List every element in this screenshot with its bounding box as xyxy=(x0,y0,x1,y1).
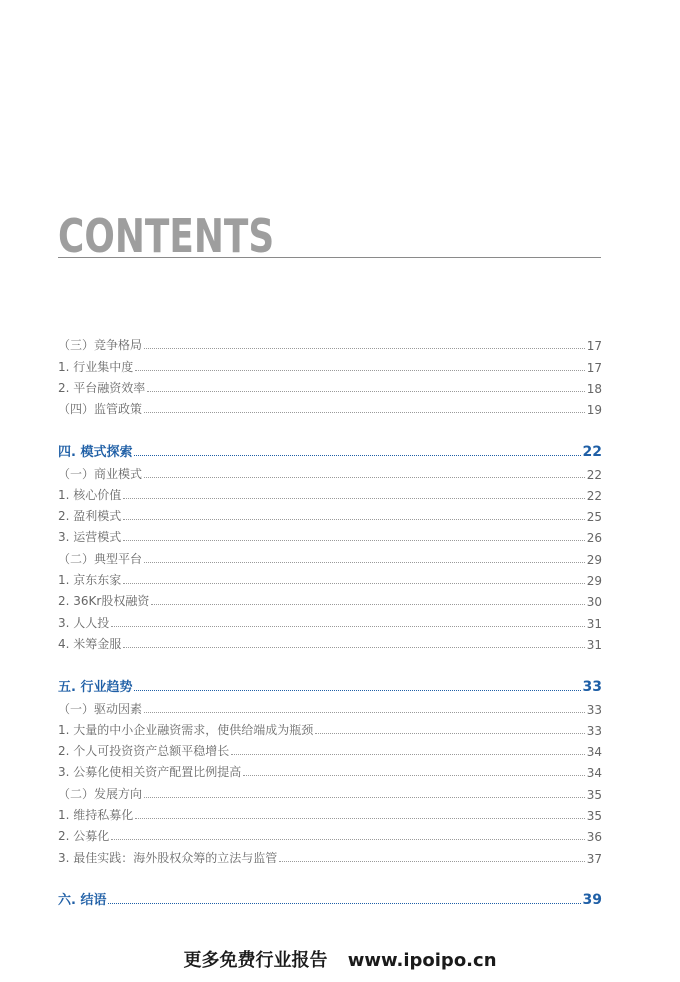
toc-label: 3. 公募化使相关资产配置比例提高 xyxy=(58,765,242,780)
dot-leader xyxy=(135,818,584,819)
dot-leader xyxy=(134,690,580,691)
toc-page-number: 19 xyxy=(586,403,602,418)
dot-leader xyxy=(123,647,584,648)
toc-page-number: 37 xyxy=(586,851,602,866)
toc-page-number: 35 xyxy=(586,787,602,802)
toc-page-number: 39 xyxy=(582,892,602,909)
toc-label: 2. 36Kr股权融资 xyxy=(58,594,150,609)
heading-rule xyxy=(58,257,601,258)
dot-leader xyxy=(231,754,584,755)
dot-leader xyxy=(144,477,585,478)
toc-label: 3. 运营模式 xyxy=(58,530,122,545)
toc-group xyxy=(58,887,602,908)
toc-page-number: 17 xyxy=(586,339,602,354)
toc-entry[interactable] xyxy=(58,482,602,503)
dot-leader xyxy=(144,562,585,563)
dot-leader xyxy=(123,498,584,499)
toc-label: 2. 平台融资效率 xyxy=(58,380,146,395)
toc-entry[interactable] xyxy=(58,588,602,609)
toc-label: 3. 人人投 xyxy=(58,615,110,630)
dot-leader xyxy=(108,903,580,904)
dot-leader xyxy=(123,540,584,541)
toc-label: 1. 维持私募化 xyxy=(58,808,134,823)
toc-entry[interactable] xyxy=(58,823,602,844)
toc-label: 四. 模式探索 xyxy=(58,445,133,461)
toc-entry[interactable] xyxy=(58,396,602,417)
toc-page-number: 31 xyxy=(586,616,602,631)
toc-page-number: 29 xyxy=(586,574,602,589)
toc-entry[interactable] xyxy=(58,802,602,823)
toc-page-number: 25 xyxy=(586,510,602,525)
toc-label: 4. 米筹金服 xyxy=(58,636,122,651)
dot-leader xyxy=(315,733,584,734)
toc-page-number: 17 xyxy=(586,360,602,375)
dot-leader xyxy=(144,412,585,413)
toc-page-number: 18 xyxy=(586,381,602,396)
toc-entry[interactable] xyxy=(58,524,602,545)
footer-url-link[interactable]: www.ipoipo.cn xyxy=(347,950,497,971)
toc-section-heading[interactable] xyxy=(58,439,602,460)
toc-label: 1. 大量的中小企业融资需求，使供给端成为瓶颈 xyxy=(58,722,314,737)
dot-leader xyxy=(151,604,584,605)
toc-page-number: 22 xyxy=(586,467,602,482)
dot-leader xyxy=(144,797,585,798)
toc-section-heading[interactable] xyxy=(58,887,602,908)
toc-page-number: 30 xyxy=(586,595,602,610)
toc-label: （一）驱动因素 xyxy=(58,701,143,716)
dot-leader xyxy=(279,861,584,862)
dot-leader xyxy=(134,455,580,456)
toc-label: 1. 核心价值 xyxy=(58,487,122,502)
toc-group xyxy=(58,439,602,652)
toc-label: 2. 盈利模式 xyxy=(58,509,122,524)
toc-entry[interactable] xyxy=(58,545,602,566)
toc-label: （二）典型平台 xyxy=(58,551,143,566)
toc-page-number: 36 xyxy=(586,830,602,845)
toc-entry[interactable] xyxy=(58,332,602,353)
dot-leader xyxy=(111,839,584,840)
dot-leader xyxy=(243,775,584,776)
dot-leader xyxy=(144,348,585,349)
toc-page-number: 26 xyxy=(586,531,602,546)
toc-label: 3. 最佳实践：海外股权众筹的立法与监管 xyxy=(58,850,278,865)
footer-text: 更多免费行业报告 xyxy=(183,950,328,971)
toc-page-number: 33 xyxy=(586,702,602,717)
dot-leader xyxy=(135,370,584,371)
footer-banner xyxy=(0,946,680,972)
dot-leader xyxy=(147,391,584,392)
toc-page-number: 22 xyxy=(582,444,602,461)
dot-leader xyxy=(111,626,584,627)
toc-page-number: 33 xyxy=(582,679,602,696)
toc-entry[interactable] xyxy=(58,844,602,865)
dot-leader xyxy=(144,712,585,713)
toc-page-number: 29 xyxy=(586,552,602,567)
toc-entry[interactable] xyxy=(58,759,602,780)
toc-group xyxy=(58,332,602,417)
toc-group xyxy=(58,674,602,866)
toc-label: （二）发展方向 xyxy=(58,786,143,801)
contents-heading: CONTENTS xyxy=(58,209,275,263)
toc-entry[interactable] xyxy=(58,631,602,652)
toc-entry[interactable] xyxy=(58,695,602,716)
toc-entry[interactable] xyxy=(58,738,602,759)
toc-page-number: 34 xyxy=(586,766,602,781)
toc-label: 2. 公募化 xyxy=(58,829,110,844)
toc-label: （四）监管政策 xyxy=(58,402,143,417)
toc-label: 六. 结语 xyxy=(58,893,107,909)
toc-entry[interactable] xyxy=(58,353,602,374)
toc-entry[interactable] xyxy=(58,609,602,630)
toc-entry[interactable] xyxy=(58,503,602,524)
toc-label: 1. 京东东家 xyxy=(58,573,122,588)
toc-entry[interactable] xyxy=(58,780,602,801)
toc-entry[interactable] xyxy=(58,375,602,396)
dot-leader xyxy=(123,583,584,584)
toc-entry[interactable] xyxy=(58,567,602,588)
toc-label: 1. 行业集中度 xyxy=(58,359,134,374)
toc-entry[interactable] xyxy=(58,717,602,738)
toc-page-number: 33 xyxy=(586,723,602,738)
toc-label: 五. 行业趋势 xyxy=(58,680,133,696)
dot-leader xyxy=(123,519,584,520)
toc-entry[interactable] xyxy=(58,460,602,481)
toc-section-heading[interactable] xyxy=(58,674,602,695)
toc-label: 2. 个人可投资资产总额平稳增长 xyxy=(58,744,230,759)
toc-page-number: 34 xyxy=(586,745,602,760)
toc-label: （一）商业模式 xyxy=(58,466,143,481)
toc-page-number: 22 xyxy=(586,488,602,503)
toc-label: （三）竞争格局 xyxy=(58,338,143,353)
toc-page-number: 35 xyxy=(586,809,602,824)
toc-page-number: 31 xyxy=(586,637,602,652)
